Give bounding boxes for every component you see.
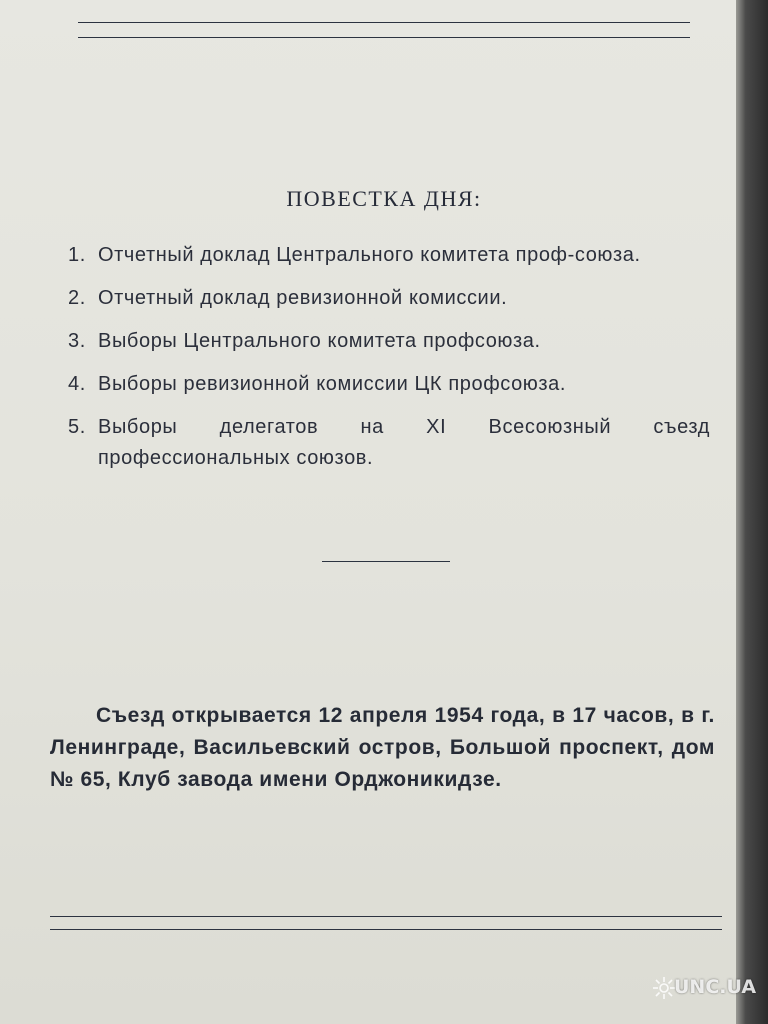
agenda-item-text: Выборы Центрального комитета профсоюза. [98,330,541,352]
watermark-text: UNC.UA [674,976,757,998]
agenda-item-number: 5. [68,416,86,438]
watermark [652,966,762,1012]
agenda-item-number: 1. [68,244,86,266]
top-rule-outer [78,22,690,23]
agenda-item-number: 4. [68,373,86,395]
agenda-heading: ПОВЕСТКА ДНЯ: [286,186,482,211]
section-divider [322,561,450,562]
agenda-item-text: Отчетный доклад Центрального комитета проф-союза. [98,244,641,266]
bottom-rule-outer [50,916,722,917]
agenda-item-text: Выборы делегатов на XI Всесоюзный съезд профессиональных союзов. [98,416,710,469]
congress-announcement: Съезд открывается 12 апреля 1954 года, в 17 часов, в г. Ленинграде, Васильевский остров, Большой проспект, дом № 65, Клуб завода имени Орджоникидзе. [50,704,715,791]
agenda-item-number: 2. [68,287,86,309]
agenda-item [60,283,710,314]
agenda-item [60,369,710,400]
bottom-rule-inner [50,929,722,930]
agenda-item [60,412,710,474]
agenda-item [60,240,710,271]
agenda-item-text: Выборы ревизионной комиссии ЦК профсоюза. [98,373,567,395]
agenda-item-text: Отчетный доклад ревизионной комиссии. [98,287,508,309]
top-rule-inner [78,37,690,38]
agenda-list [60,240,710,486]
agenda-item [60,326,710,357]
agenda-item-number: 3. [68,330,86,352]
page-edge-shadow [736,0,768,1024]
sunburst-logo-icon [652,976,676,1000]
